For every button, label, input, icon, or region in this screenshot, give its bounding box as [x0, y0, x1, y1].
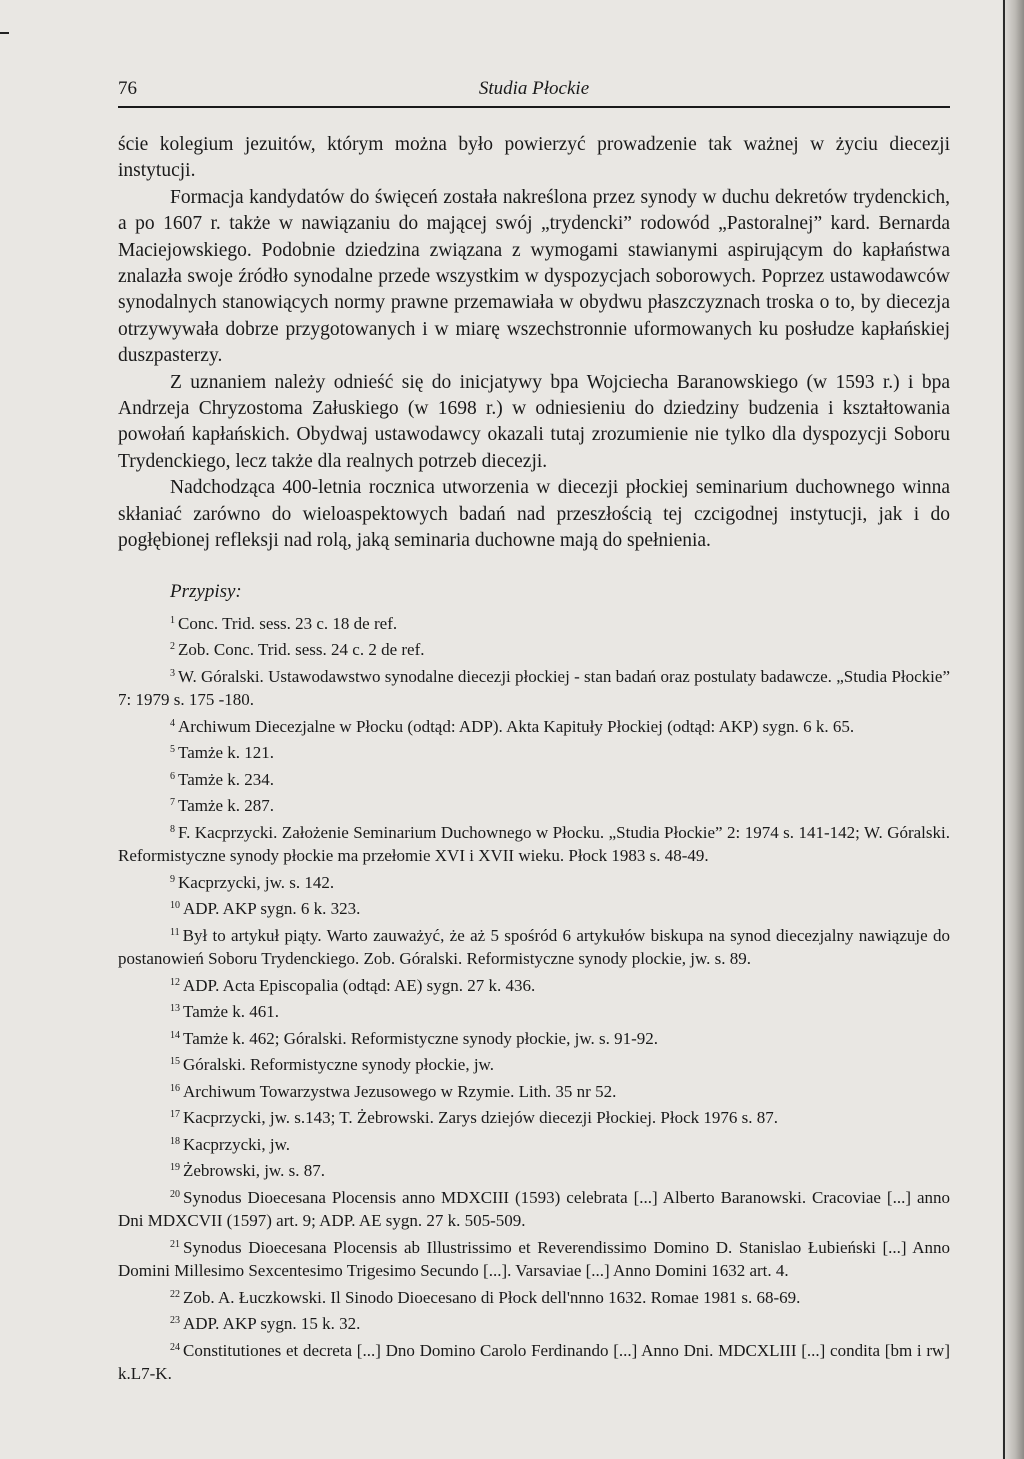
footnote: [118, 1024, 950, 1051]
footnote-text: Zob. A. Łuczkowski. Il Sinodo Dioecesano di Płock dell'nnno 1632. Romae 1981 s. 68-69.: [183, 1287, 801, 1307]
footnote: [118, 1233, 950, 1283]
footnote-number: 11: [170, 926, 180, 938]
footnote: [118, 1077, 950, 1104]
footnote-text: ADP. Acta Episcopalia (odtąd: AE) sygn. 27 k. 436.: [183, 975, 536, 995]
footnote-number: 16: [170, 1082, 180, 1094]
footnote-number: 14: [170, 1029, 180, 1041]
footnote: [118, 818, 950, 868]
footnote: [118, 997, 950, 1024]
footnote-text: Tamże k. 287.: [178, 796, 275, 815]
running-title: Studia Płockie: [478, 78, 590, 99]
footnote-number: 24: [170, 1341, 180, 1353]
scan-mark: [0, 32, 9, 34]
footnote: [118, 1103, 950, 1130]
scan-edge-line: [1003, 0, 1005, 1459]
footnote-number: 10: [170, 900, 180, 911]
footnote-number: 1: [170, 614, 175, 626]
footnote-text: Góralski. Reformistyczne synody płockie, jw.: [183, 1055, 494, 1074]
footnote-number: 2: [170, 641, 175, 652]
footnote-text: Tamże k. 234.: [178, 769, 275, 789]
page-header: [118, 78, 950, 104]
footnote: [118, 635, 950, 662]
footnote-text: Zob. Conc. Trid. sess. 24 c. 2 de ref.: [178, 640, 425, 659]
footnote: [118, 765, 950, 792]
footnote-number: 6: [170, 770, 175, 782]
footnotes-heading: Przypisy:: [170, 580, 242, 602]
footnote-number: 17: [170, 1109, 180, 1120]
footnote-text: Kacprzycki, jw.: [183, 1134, 290, 1154]
footnote-text: F. Kacprzycki. Założenie Seminarium Duchownego w Płocku. „Studia Płockie” 2: 1974 s. 141-142; W. Góralski. Reformistyczne synody płockie ma przełomie XVI i XVII wieku. Płock 1983 s. 48-49.: [118, 822, 950, 865]
footnote-text: ADP. AKP sygn. 6 k. 323.: [183, 899, 361, 918]
footnotes-list: [118, 609, 950, 1386]
footnote: [118, 738, 950, 765]
footnote: [118, 791, 950, 818]
footnote-text: ADP. AKP sygn. 15 k. 32.: [183, 1314, 361, 1333]
footnote-number: 8: [170, 823, 175, 835]
footnote-text: Archiwum Towarzystwa Jezusowego w Rzymie. Lith. 35 nr 52.: [183, 1081, 617, 1101]
footnote-number: 3: [170, 667, 175, 679]
footnote-number: 15: [170, 1056, 180, 1067]
footnote-text: Kacprzycki, jw. s.143; T. Żebrowski. Zarys dziejów diecezji Płockiej. Płock 1976 s. 87.: [183, 1108, 779, 1127]
footnote-number: 19: [170, 1162, 180, 1173]
body-text: [118, 132, 950, 555]
paragraph: Nadchodząca 400-letnia rocznica utworzenia w diecezji płockiej seminarium duchownego winna skłaniać zarówno do wieloaspektowych badań nad przeszłością tej czcigodnej instytucji, jak i do pogłębionej refleksji nad rolą, jaką seminaria duchowne mają do spełnienia.: [118, 477, 950, 552]
footnote: [118, 1283, 950, 1310]
footnote-number: 22: [170, 1288, 180, 1300]
footnote-text: Synodus Dioecesana Plocensis ab Illustrissimo et Reverendissimo Domino D. Stanislao Łubieński [...] Anno Domini Millesimo Sexcentesimo Trigesimo Secundo [...]. Varsaviae [...] Anno Domini 1632 art. 4.: [118, 1237, 950, 1280]
footnote-number: 18: [170, 1135, 180, 1147]
footnote-text: Constitutiones et decreta [...] Dno Domino Carolo Ferdinando [...] Anno Dni. MDCXLIII [...] condita [bm i rw] k.L7-K.: [118, 1340, 950, 1383]
footnote-text: Tamże k. 462; Góralski. Reformistyczne synody płockie, jw. s. 91-92.: [183, 1028, 659, 1048]
footnote-number: 7: [170, 797, 175, 808]
footnote-number: 23: [170, 1315, 180, 1326]
footnote: [118, 1156, 950, 1183]
footnote: [118, 1050, 950, 1077]
scan-page-edge: [1002, 0, 1024, 1459]
header-rule: [118, 106, 950, 108]
footnote: [118, 1183, 950, 1233]
footnote: [118, 712, 950, 739]
footnote-number: 9: [170, 873, 175, 885]
footnote: [118, 971, 950, 998]
footnote-text: Był to artykuł piąty. Warto zauważyć, że aż 5 spośród 6 artykułów biskupa na synod diecezjalny nawiązuje do postanowień Soboru Trydenckiego. Zob. Góralski. Reformistyczne synody plockie, jw. s. 89.: [118, 925, 950, 968]
footnote: [118, 1130, 950, 1157]
footnote-number: 21: [170, 1238, 180, 1250]
footnote-text: Tamże k. 461.: [183, 1002, 280, 1021]
footnote-text: Żebrowski, jw. s. 87.: [183, 1161, 325, 1180]
footnote-text: Kacprzycki, jw. s. 142.: [178, 872, 335, 892]
footnote-text: Conc. Trid. sess. 23 c. 18 de ref.: [178, 613, 398, 633]
footnote-text: Synodus Dioecesana Plocensis anno MDXCIII (1593) celebrata [...] Alberto Baranowski. Cracoviae [...] anno Dni MDXCVII (1597) art. 9; ADP. AE sygn. 27 k. 505-509.: [118, 1187, 950, 1230]
page-number: 76: [118, 78, 137, 99]
footnote: [118, 662, 950, 712]
footnote: [118, 868, 950, 895]
footnote: [118, 1336, 950, 1386]
footnote: [118, 894, 950, 921]
paragraph: Z uznaniem należy odnieść się do inicjatywy bpa Wojciecha Baranowskiego (w 1593 r.) i bpa Andrzeja Chryzostoma Załuskiego (w 1698 r.) w odniesieniu do dziedziny budzenia i kształtowania powołań kapłańskich. Obydwaj ustawodawcy okazali tutaj zrozumienie nie tylko dla dyspozycji Soboru Trydenckiego, lecz także dla realnych potrzeb diecezji.: [118, 371, 950, 472]
footnote-number: 20: [170, 1188, 180, 1200]
footnote-number: 5: [170, 744, 175, 755]
footnote: [118, 1309, 950, 1336]
footnote-number: 12: [170, 976, 180, 988]
page: [118, 78, 950, 1386]
footnote-text: Tamże k. 121.: [178, 743, 275, 762]
paragraph: Formacja kandydatów do święceń została nakreślona przez synody w duchu dekretów trydenckich, a po 1607 r. także w nawiązaniu do mającej swój „trydencki” rodowód „Pastoralnej” kard. Bernarda Maciejowskiego. Podobnie dziedzina związana z wymogami stawianymi aspirującym do kapłaństwa znalazła swoje źródło synodalne przede wszystkim w dyspozycjach soborowych. Poprzez ustawodawców synodalnych stanowiących normy prawne przemawiała w obydwu płaszczyznach troska o to, by diecezja otrzywywała dobrze przygotowanych i w miarę wszechstronnie uformowanych ku posłudze kapłańskiej duszpasterzy.: [118, 186, 950, 367]
footnote-text: Archiwum Diecezjalne w Płocku (odtąd: ADP). Akta Kapituły Płockiej (odtąd: AKP) sygn. 6 k. 65.: [178, 716, 855, 736]
footnote: [118, 609, 950, 636]
footnote-number: 4: [170, 717, 175, 729]
footnote-text: W. Góralski. Ustawodawstwo synodalne diecezji płockiej - stan badań oraz postulaty badawcze. „Studia Płockie” 7: 1979 s. 175 -180.: [118, 666, 950, 709]
footnote-number: 13: [170, 1003, 180, 1014]
footnote: [118, 921, 950, 971]
paragraph: ście kolegium jezuitów, którym można było powierzyć prowadzenie tak ważnej w życiu diecezji instytucji.: [118, 134, 950, 182]
